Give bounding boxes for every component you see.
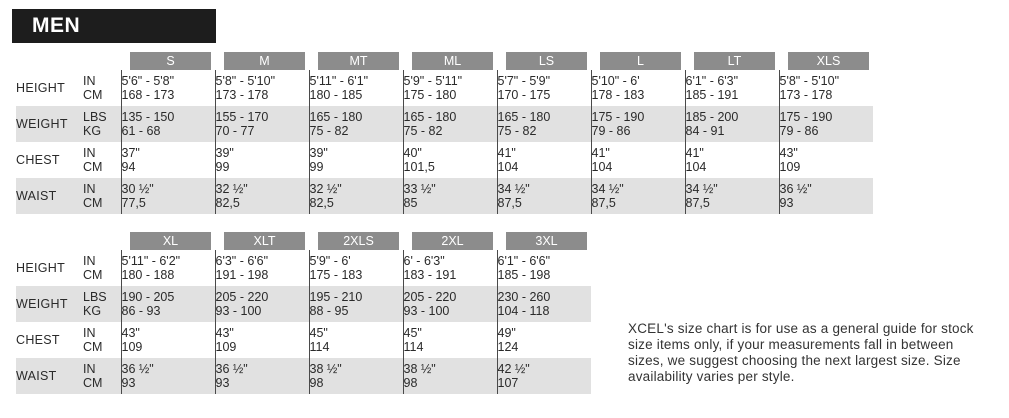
size-cell: 6'1" - 6'6" 185 - 198	[497, 250, 591, 286]
row-units: IN CM	[83, 178, 121, 214]
row-units: IN CM	[83, 74, 103, 102]
size-cell: 175 - 190 79 - 86	[779, 106, 873, 142]
size-tab: XL	[130, 232, 211, 250]
row-label: HEIGHT	[16, 261, 66, 275]
size-tab: MT	[318, 52, 399, 70]
section-title: MEN	[12, 9, 216, 43]
row-label: WAIST	[16, 358, 83, 394]
size-tab: M	[224, 52, 305, 70]
size-tab: XLT	[224, 232, 305, 250]
size-cell: 41" 104	[685, 142, 779, 178]
size-cell: 36 ½" 93	[215, 358, 309, 394]
size-cell: 5'9" - 5'11" 175 - 180	[403, 70, 497, 106]
size-cell: 41" 104	[497, 142, 591, 178]
height-row	[16, 250, 591, 286]
size-cell: 36 ½" 93	[121, 358, 215, 394]
size-cell: 32 ½" 82,5	[309, 178, 403, 214]
size-cell: 32 ½" 82,5	[215, 178, 309, 214]
size-cell: 5'6" - 5'8" 168 - 173	[121, 70, 215, 106]
size-tab: LT	[694, 52, 775, 70]
size-cell: 39" 99	[309, 142, 403, 178]
size-guide-note	[628, 321, 1008, 385]
waist-row	[16, 178, 873, 214]
size-cell: 5'10" - 6' 178 - 183	[591, 70, 685, 106]
size-cell: 5'11" - 6'1" 180 - 185	[309, 70, 403, 106]
size-header-row	[16, 232, 591, 250]
chest-row	[16, 322, 591, 358]
size-cell: 38 ½" 98	[403, 358, 497, 394]
size-cell: 165 - 180 75 - 82	[403, 106, 497, 142]
size-tab: L	[600, 52, 681, 70]
row-units: IN CM	[83, 146, 103, 174]
row-label: CHEST	[16, 333, 60, 347]
size-cell: 39" 99	[215, 142, 309, 178]
size-cell: 5'7" - 5'9" 170 - 175	[497, 70, 591, 106]
row-label: WEIGHT	[16, 106, 83, 142]
size-cell: 6'1" - 6'3" 185 - 191	[685, 70, 779, 106]
size-tab: 2XLS	[318, 232, 399, 250]
row-units: IN CM	[83, 254, 103, 282]
weight-row	[16, 286, 591, 322]
size-cell: 33 ½" 85	[403, 178, 497, 214]
size-cell: 190 - 205 86 - 93	[121, 286, 215, 322]
size-cell: 5'9" - 6' 175 - 183	[309, 250, 403, 286]
weight-row	[16, 106, 873, 142]
size-cell: 6'3" - 6'6" 191 - 198	[215, 250, 309, 286]
size-cell: 34 ½" 87,5	[591, 178, 685, 214]
height-row	[16, 70, 873, 106]
size-table-1	[16, 52, 873, 214]
waist-row	[16, 358, 591, 394]
size-cell: 165 - 180 75 - 82	[497, 106, 591, 142]
size-cell: 6' - 6'3" 183 - 191	[403, 250, 497, 286]
row-units: LBS KG	[83, 106, 121, 142]
size-tab: 2XL	[412, 232, 493, 250]
size-cell: 37" 94	[121, 142, 215, 178]
note-line: sizes, we suggest choosing the next largest size. Size	[628, 353, 961, 368]
size-cell: 49" 124	[497, 322, 591, 358]
size-cell: 42 ½" 107	[497, 358, 591, 394]
size-cell: 34 ½" 87,5	[685, 178, 779, 214]
size-cell: 5'8" - 5'10" 173 - 178	[215, 70, 309, 106]
row-label: CHEST	[16, 153, 60, 167]
size-cell: 36 ½" 93	[779, 178, 873, 214]
size-cell: 205 - 220 93 - 100	[403, 286, 497, 322]
row-units: LBS KG	[83, 286, 121, 322]
note-line: XCEL's size chart is for use as a general guide for stock	[628, 321, 974, 336]
size-cell: 34 ½" 87,5	[497, 178, 591, 214]
row-units: IN CM	[83, 326, 103, 354]
note-line: size items only, if your measurements fall in between	[628, 337, 954, 352]
size-cell: 43" 109	[779, 142, 873, 178]
size-cell: 45" 114	[403, 322, 497, 358]
size-tab: S	[130, 52, 211, 70]
size-tab: ML	[412, 52, 493, 70]
size-tab: 3XL	[506, 232, 587, 250]
size-cell: 175 - 190 79 - 86	[591, 106, 685, 142]
size-cell: 41" 104	[591, 142, 685, 178]
size-cell: 40" 101,5	[403, 142, 497, 178]
size-cell: 5'11" - 6'2" 180 - 188	[121, 250, 215, 286]
row-label: WEIGHT	[16, 286, 83, 322]
row-units: IN CM	[83, 358, 121, 394]
size-cell: 45" 114	[309, 322, 403, 358]
size-cell: 43" 109	[121, 322, 215, 358]
size-cell: 30 ½" 77,5	[121, 178, 215, 214]
size-tab: XLS	[788, 52, 869, 70]
size-cell: 185 - 200 84 - 91	[685, 106, 779, 142]
size-cell: 205 - 220 93 - 100	[215, 286, 309, 322]
size-cell: 195 - 210 88 - 95	[309, 286, 403, 322]
size-table-2	[16, 232, 591, 394]
row-label: WAIST	[16, 178, 83, 214]
size-cell: 155 - 170 70 - 77	[215, 106, 309, 142]
size-cell: 165 - 180 75 - 82	[309, 106, 403, 142]
size-header-row	[16, 52, 873, 70]
size-tab: LS	[506, 52, 587, 70]
size-cell: 5'8" - 5'10" 173 - 178	[779, 70, 873, 106]
size-cell: 230 - 260 104 - 118	[497, 286, 591, 322]
note-line: availability varies per style.	[628, 369, 795, 384]
size-cell: 135 - 150 61 - 68	[121, 106, 215, 142]
row-label: HEIGHT	[16, 81, 66, 95]
chest-row	[16, 142, 873, 178]
size-cell: 38 ½" 98	[309, 358, 403, 394]
size-cell: 43" 109	[215, 322, 309, 358]
